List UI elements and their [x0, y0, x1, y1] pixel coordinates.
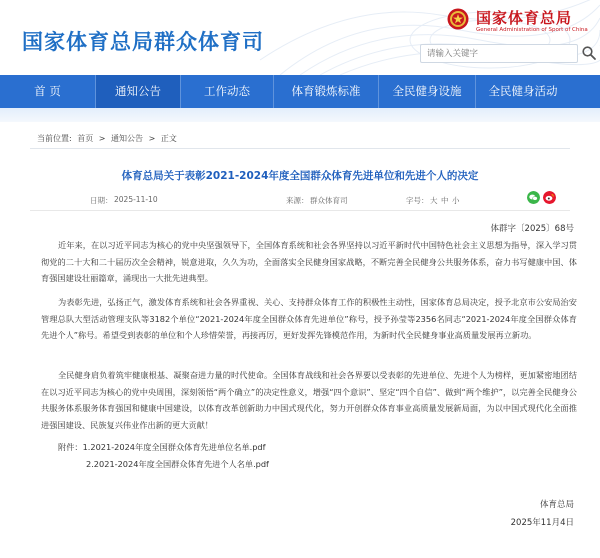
main-nav — [0, 75, 600, 108]
sign-date: 2025年11月4日 — [510, 518, 574, 528]
search-icon[interactable] — [581, 45, 597, 61]
font-size-small[interactable]: 小 — [452, 196, 460, 205]
weibo-share-icon[interactable] — [543, 191, 556, 204]
site-title[interactable]: 国家体育总局群众体育司 — [22, 30, 264, 54]
nav-item-exercise-standards[interactable]: 体育锻炼标准 — [291, 84, 361, 98]
breadcrumb-home[interactable]: 首页 — [77, 134, 94, 143]
breadcrumb-prefix: 当前位置: — [37, 134, 72, 143]
source-label: 来源： — [286, 196, 309, 205]
attachment-link-2[interactable]: 2.2021-2024年度全国群众体育先进个人名单.pdf — [86, 459, 269, 469]
nav-item-work-news[interactable]: 工作动态 — [204, 84, 250, 98]
breadcrumb-divider — [30, 148, 570, 149]
date-label: 日期： — [90, 196, 113, 205]
breadcrumb — [37, 133, 180, 144]
paragraph-1: 近年来，在以习近平同志为核心的党中央坚强领导下，全国体育系统和社会各界坚持以习近平新时代中国特色社会主义思想为指导，深入学习贯彻党的二十大和二十届历次全会精神，锐意进取，久久为功，全面落实全民健身国家战略，不断完善全民健身公共服务体系，奋力书写健康中国、体育强国建设壮丽篇章，涌现出一大批先进典型。 — [41, 240, 577, 284]
nav-item-fitness-facilities[interactable]: 全民健身设施 — [392, 84, 462, 98]
breadcrumb-current: 正文 — [160, 134, 177, 143]
document-number: 体群字〔2025〕68号 — [490, 224, 574, 234]
paragraph-2: 为表彰先进，弘扬正气，激发体育系统和社会各界重视、关心、支持群众体育工作的积极性主动性，国家体育总局决定，授予北京市公安局治安管理总队大型活动管理支队等3182个单位“2021-2024年度全国群众体育先进单位”称号，授予孙莹等2356名同志“2021-2024年度全国群众体育先进个人”称号。希望受到表彰的单位和个人珍惜荣誉，再接再厉，更好发挥先锋模范作用，为新时代全民健身事业高质量发展再立新功。 — [41, 297, 577, 341]
search-input[interactable] — [420, 44, 578, 63]
org-name-cn[interactable]: 国家体育总局 — [476, 9, 573, 27]
site-header — [0, 0, 600, 75]
nav-item-fitness-activities[interactable]: 全民健身活动 — [488, 84, 558, 98]
attachment-link-1[interactable]: 附件：1.2021-2024年度全国群众体育先进单位名单.pdf — [58, 442, 266, 452]
nav-item-home[interactable]: 首 页 — [34, 84, 61, 98]
breadcrumb-separator: > — [148, 134, 156, 143]
org-name-en: General Administration of Sport of China — [476, 27, 588, 33]
meta-divider — [30, 210, 570, 211]
nav-shadow-band — [0, 108, 600, 122]
font-size-large[interactable]: 大 — [430, 196, 438, 205]
signature: 体育总局 — [539, 500, 574, 510]
article-title: 体育总局关于表彰2021-2024年度全国群众体育先进单位和先进个人的决定 — [121, 170, 479, 182]
publish-date: 2025-11-10 — [114, 195, 158, 204]
font-size-medium[interactable]: 中 — [441, 196, 449, 205]
nav-item-notices[interactable]: 通知公告 — [96, 75, 180, 108]
breadcrumb-notices[interactable]: 通知公告 — [111, 134, 144, 143]
wechat-share-icon[interactable] — [527, 191, 540, 204]
font-size-label: 字号： — [406, 196, 429, 205]
breadcrumb-separator: > — [98, 134, 106, 143]
source-value: 群众体育司 — [310, 196, 348, 205]
emblem-icon — [447, 8, 469, 30]
paragraph-3: 全民健身肩负着筑牢健康根基、凝聚奋进力量的时代使命。全国体育战线和社会各界要以受表彰的先进单位、先进个人为榜样，更加紧密地团结在以习近平同志为核心的党中央周围，深刻领悟“两个确立”的决定性意义，增强“四个意识”、坚定“四个自信”、做到“两个维护”，以完善全民健身公共服务体系服务体育强国和健康中国建设，以体育改革创新助力中国式现代化，努力开创群众体育事业高质量发展新局面，为以中国式现代化全面推进强国建设、民族复兴伟业作出新的更大贡献！ — [41, 370, 577, 430]
